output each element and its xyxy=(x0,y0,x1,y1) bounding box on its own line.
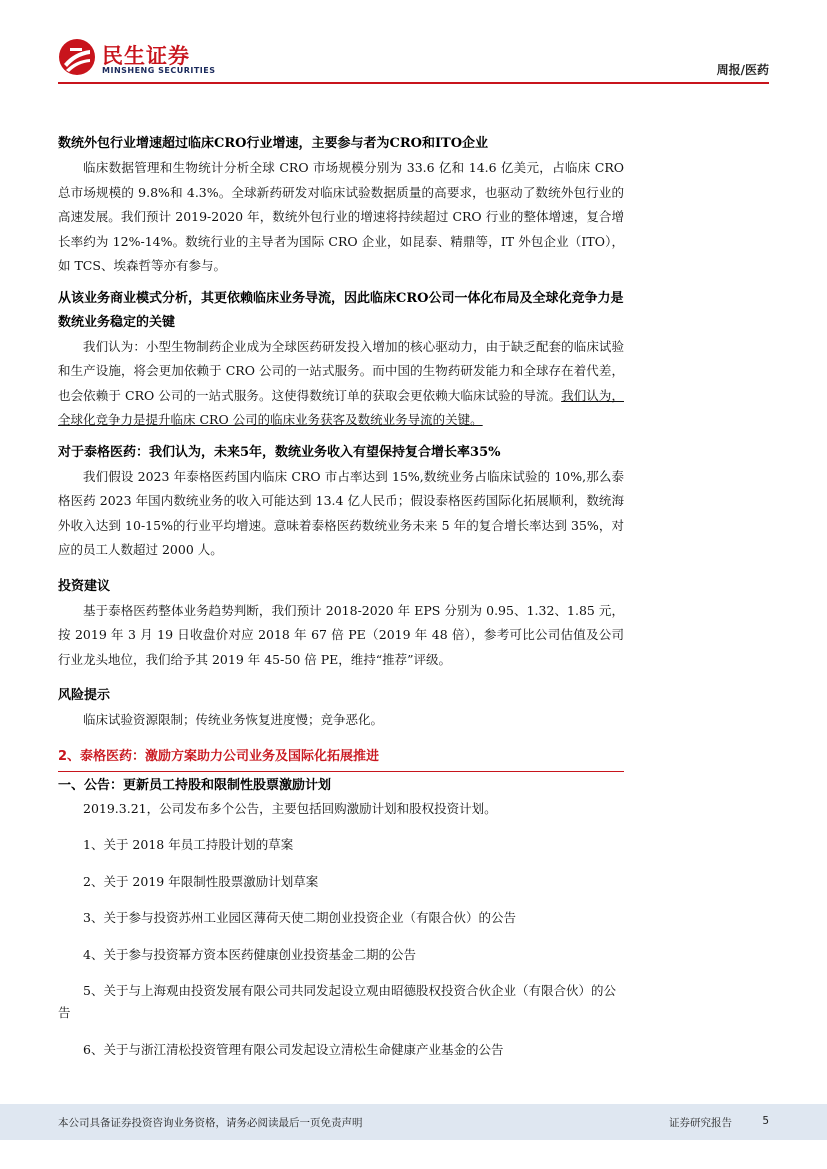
header-divider xyxy=(58,82,769,84)
section-2-divider xyxy=(58,771,624,772)
section-2-subheading: 一、公告：更新员工持股和限制性股票激励计划 xyxy=(58,777,332,793)
page-number: 5 xyxy=(762,1115,769,1127)
announcement-item: 2、关于 2019 年限制性股票激励计划草案 xyxy=(83,873,319,889)
underlined-conclusion: 我们认为，全球化竞争力是提升临床 CRO 公司的临床业务获客及数统业务导流的关键。 xyxy=(58,387,624,427)
announcement-item: 1、关于 2018 年员工持股计划的草案 xyxy=(83,837,294,852)
footer-disclaimer: 本公司具备证券投资咨询业务资格，请务必阅读最后一页免责声明 xyxy=(58,1117,363,1129)
section-heading: 风险提示 xyxy=(58,688,111,703)
logo-text: 民生证券 xyxy=(102,44,190,68)
footer-label: 证券研究报告 xyxy=(669,1117,732,1129)
minsheng-logo-icon xyxy=(58,38,96,76)
section-paragraph: 我们假设 2023 年泰格医药国内临床 CRO 市占率达到 15%,数统业务占临床试验的 10%,那么泰格医药 2023 年国内数统业务的收入可能达到 13.4 亿人民币；假设泰格医药国际化拓展顺利，数统海外收入达到 10-15%的行业平均增速。意味着泰格医药数统业务未来 5 年的复合增长率达到 35%，对应的员工人数超过 2000 人。 xyxy=(58,468,624,557)
section-paragraph: 临床试验资源限制；传统业务恢复进度慢；竞争恶化。 xyxy=(83,712,384,727)
section-paragraph: 临床数据管理和生物统计分析全球 CRO 市场规模分别为 33.6 亿和 14.6 亿美元，占临床 CRO 总市场规模的 9.8%和 4.3%。全球新药研发对临床试验数据质量的高要求，也驱动了数统外包行业的高速发展。我们预计 2019-2020 年，数统外包行业的增速将持续超过 CRO 行业的整体增速，复合增长率约为 12%-14%。数统行业的主导者为国际 CRO 企业，如昆泰、精鼎等，IT 外包企业（ITO），如 TCS、埃森哲等亦有参与。 xyxy=(58,160,624,273)
announcement-item: 4、关于参与投资幂方资本医药健康创业投资基金二期的公告 xyxy=(83,946,416,962)
section-heading: 对于泰格医药：我们认为，未来5年，数统业务收入有望保持复合增长率35% xyxy=(58,444,501,460)
page-footer xyxy=(0,1104,827,1140)
main-content xyxy=(58,132,624,1075)
section-2-title: 2、泰格医药：激励方案助力公司业务及国际化拓展推进 xyxy=(58,748,380,764)
logo-english-text: MINSHENG SECURITIES xyxy=(102,66,216,75)
announcement-intro: 2019.3.21，公司发布多个公告，主要包括回购激励计划和股权投资计划。 xyxy=(83,800,497,816)
section-heading: 投资建议 xyxy=(58,578,111,594)
section-paragraph: 基于泰格医药整体业务趋势判断，我们预计 2018-2020 年 EPS 分别为 0.95、1.32、1.85 元，按 2019 年 3 月 19 日收盘价对应 2018 年 67 倍 PE（2019 年 48 倍），参考可比公司估值及公司行业龙头地位，我们给予其 2019 年 45-50 倍 PE，维持“推荐”评级。 xyxy=(58,602,624,667)
announcement-item: 5、关于与上海观由投资发展有限公司共同发起设立观由昭德股权投资合伙企业（有限合伙）的公告 xyxy=(58,983,616,1020)
paragraph-text: 我们认为：小型生物制药企业成为全球医药研发投入增加的核心驱动力，由于缺乏配套的临床试验和生产设施，将会更加依赖于 CRO 公司的一站式服务。而中国的生物药研发能力和全球存在着代差，也会依赖于 CRO 公司的一站式服务。这使得数统订单的获取会更依赖大临床试验的导流。 xyxy=(58,338,624,403)
report-type: 周报/医药 xyxy=(716,63,769,77)
page-header xyxy=(0,0,827,84)
section-paragraph xyxy=(58,335,624,433)
section-heading: 从该业务商业模式分析，其更依赖临床业务导流，因此临床CRO公司一体化布局及全球化竞争力是数统业务稳定的关键 xyxy=(58,290,624,330)
announcement-item: 6、关于与浙江清松投资管理有限公司发起设立清松生命健康产业基金的公告 xyxy=(83,1041,504,1057)
section-heading: 数统外包行业增速超过临床CRO行业增速，主要参与者为CRO和ITO企业 xyxy=(58,136,489,151)
announcement-item: 3、关于参与投资苏州工业园区薄荷天使二期创业投资企业（有限合伙）的公告 xyxy=(83,910,516,925)
